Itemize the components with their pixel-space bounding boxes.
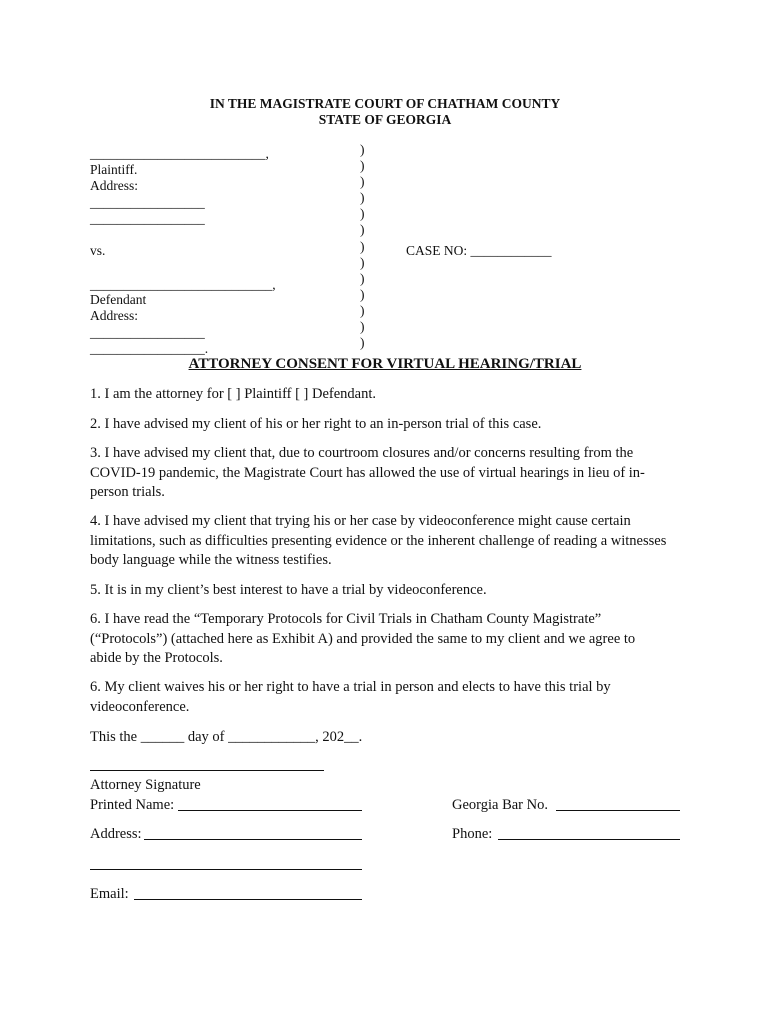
caption-paren: ) bbox=[360, 303, 365, 318]
caption-paren: ) bbox=[360, 174, 365, 189]
caption-paren: ) bbox=[360, 319, 365, 334]
caption-paren: ) bbox=[360, 255, 365, 270]
printed-name-field[interactable] bbox=[178, 810, 362, 811]
document-title: ATTORNEY CONSENT FOR VIRTUAL HEARING/TRIAL bbox=[188, 356, 582, 372]
paragraph-2: 2. I have advised my client of his or her right to an in-person trial of this case. bbox=[90, 416, 542, 432]
plaintiff-address-label: Address: bbox=[90, 178, 138, 193]
plaintiff-name-blank: __________________________, bbox=[90, 146, 269, 161]
caption-paren: ) bbox=[360, 142, 365, 157]
caption-paren: ) bbox=[360, 239, 365, 254]
signature-line[interactable] bbox=[90, 770, 324, 771]
paragraph-1: 1. I am the attorney for [ ] Plaintiff [ ] Defendant. bbox=[90, 386, 377, 402]
defendant-address-label: Address: bbox=[90, 308, 138, 323]
caption-paren: ) bbox=[360, 158, 365, 173]
caption-paren: ) bbox=[360, 271, 365, 286]
caption-paren: ) bbox=[360, 222, 365, 237]
defendant-label: Defendant bbox=[90, 292, 147, 307]
paragraph-7: 6. My client waives his or her right to have a trial in person and elects to have this trial by videoconference. bbox=[90, 679, 611, 715]
caption-paren: ) bbox=[360, 287, 365, 302]
email-field[interactable] bbox=[134, 899, 362, 900]
date-line: This the ______ day of ____________, 202__. bbox=[90, 729, 363, 745]
paragraph-5: 5. It is in my client’s best interest to have a trial by videoconference. bbox=[90, 582, 487, 598]
plaintiff-address-blank-1: _________________ bbox=[90, 195, 205, 210]
caption-paren: ) bbox=[360, 335, 365, 350]
phone-label: Phone: bbox=[452, 826, 493, 842]
plaintiff-address-blank-2: _________________ bbox=[90, 211, 205, 226]
email-label: Email: bbox=[90, 886, 129, 902]
caption-paren: ) bbox=[360, 190, 365, 205]
defendant-name-blank: ___________________________, bbox=[90, 277, 276, 292]
printed-name-label: Printed Name: bbox=[90, 797, 175, 813]
georgia-bar-field[interactable] bbox=[556, 810, 680, 811]
attorney-signature-label: Attorney Signature bbox=[90, 777, 201, 793]
address-field-line-2[interactable] bbox=[90, 869, 362, 870]
georgia-bar-label: Georgia Bar No. bbox=[452, 797, 548, 813]
court-name: IN THE MAGISTRATE COURT OF CHATHAM COUNTY bbox=[209, 96, 561, 111]
address-field[interactable] bbox=[144, 839, 362, 840]
defendant-address-blank-1: _________________ bbox=[90, 325, 205, 340]
paragraph-3: 3. I have advised my client that, due to courtroom closures and/or concerns resulting from the COVID-19 pandemic, the Magistrate Court has allowed the use of virtual hearings in lieu of in-person trials. bbox=[90, 445, 645, 500]
plaintiff-label: Plaintiff. bbox=[90, 162, 138, 177]
address-label: Address: bbox=[90, 826, 142, 842]
case-number: CASE NO: ____________ bbox=[406, 243, 552, 258]
phone-field[interactable] bbox=[498, 839, 680, 840]
defendant-address-blank-2: _________________. bbox=[90, 341, 209, 356]
caption-paren: ) bbox=[360, 206, 365, 221]
court-state: STATE OF GEORGIA bbox=[318, 112, 452, 127]
paragraph-6: 6. I have read the “Temporary Protocols for Civil Trials in Chatham County Magistrate” (“Protocols”) (attached here as Exhibit A) and provided the same to my client and we agree to abide by the Protocols. bbox=[90, 611, 636, 666]
versus-label: vs. bbox=[90, 243, 106, 258]
paragraph-4: 4. I have advised my client that trying his or her case by videoconference might cause certain limitations, such as difficulties presenting evidence or the inherent challenge of reading a witnesses body language while the witness testifies. bbox=[90, 513, 667, 568]
